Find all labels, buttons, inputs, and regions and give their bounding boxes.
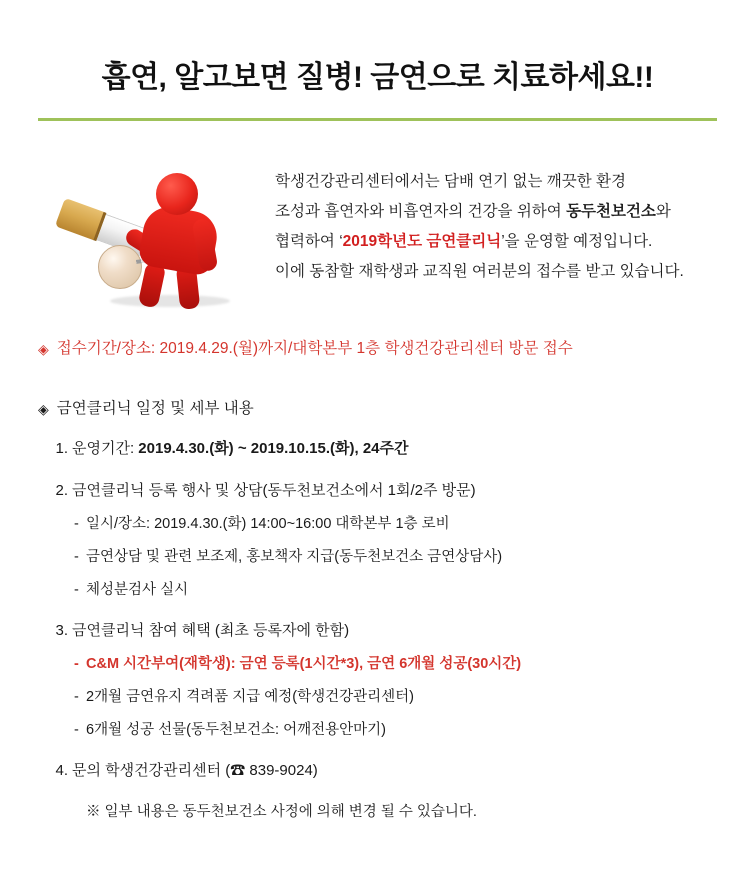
- smoking-ball-and-chain-illustration: [38, 145, 263, 310]
- schedule-list: [38, 436, 717, 784]
- clinic-name: 2019학년도 금연클리닉: [342, 233, 502, 250]
- intro-line-1: 학생건강관리센터에서는 담배 연기 없는 깨끗한 환경: [275, 173, 626, 190]
- list-item: - C&M 시간부여(재학생): 금연 등록(1시간*3), 금연 6개월 성공(30시간): [86, 652, 717, 676]
- list-item: [72, 478, 717, 602]
- list-item: - 일시/장소: 2019.4.30.(화) 14:00~16:00 대학본부 1층 로비: [86, 512, 717, 536]
- schedule-heading-line: [38, 396, 717, 422]
- ball-weight-icon: [98, 245, 142, 289]
- reception-text: 접수기간/장소: 2019.4.29.(월)까지/대학본부 1층 학생건강관리센터 방문 접수: [56, 340, 573, 357]
- reception-line: [38, 336, 717, 362]
- reception-section: [38, 336, 717, 362]
- item-3-label: 금연클리닉 참여 혜택 (최초 등록자에 한함): [72, 622, 350, 639]
- item-2-sublist: [72, 512, 717, 602]
- intro-line-3: 협력하여 ‘2019학년도 금연클리닉’을 운영할 예정입니다.: [275, 233, 653, 250]
- title-block: [38, 0, 717, 121]
- intro-section: [38, 145, 717, 310]
- item-3-sublist: [72, 652, 717, 742]
- figure-head: [156, 173, 198, 215]
- diamond-bullet-icon: ◈: [38, 401, 49, 417]
- diamond-bullet-icon: ◈: [38, 341, 49, 357]
- list-item: [72, 436, 717, 462]
- intro-line-4: 이에 동참할 재학생과 교직원 여러분의 접수를 받고 있습니다.: [275, 263, 684, 280]
- title-divider: [38, 118, 717, 121]
- list-item: - 6개월 성공 선물(동두천보건소: 어깨전용안마기): [86, 718, 717, 742]
- list-item: [72, 618, 717, 742]
- intro-paragraph: [263, 145, 717, 287]
- figure-shadow: [110, 295, 230, 307]
- page-title: 흡연, 알고보면 질병! 금연으로 치료하세요!!: [101, 61, 654, 94]
- item-4-label: 문의 학생건강관리센터 (☎ 839-9024): [72, 762, 318, 779]
- list-item: - 체성분검사 실시: [86, 578, 717, 602]
- list-item: [72, 758, 717, 784]
- item-1-value: 2019.4.30.(화) ~ 2019.10.15.(화), 24주간: [138, 440, 409, 457]
- health-center-name: 동두천보건소: [566, 203, 656, 220]
- intro-line-2: 조성과 흡연자와 비흡연자의 건강을 위하여 동두천보건소와: [275, 203, 671, 220]
- schedule-heading: 금연클리닉 일정 및 세부 내용: [56, 400, 254, 417]
- item-2-label: 금연클리닉 등록 행사 및 상담(동두천보건소에서 1회/2주 방문): [72, 482, 476, 499]
- list-item: - 2개월 금연유지 격려품 지급 예정(학생건강관리센터): [86, 685, 717, 709]
- schedule-section: [38, 396, 717, 824]
- item-1-label: 운영기간:: [72, 440, 139, 457]
- list-item: - 금연상담 및 관련 보조제, 홍보책자 지급(동두천보건소 금연상담사): [86, 545, 717, 569]
- footnote: ※ 일부 내용은 동두천보건소 사정에 의해 변경 될 수 있습니다.: [86, 804, 477, 820]
